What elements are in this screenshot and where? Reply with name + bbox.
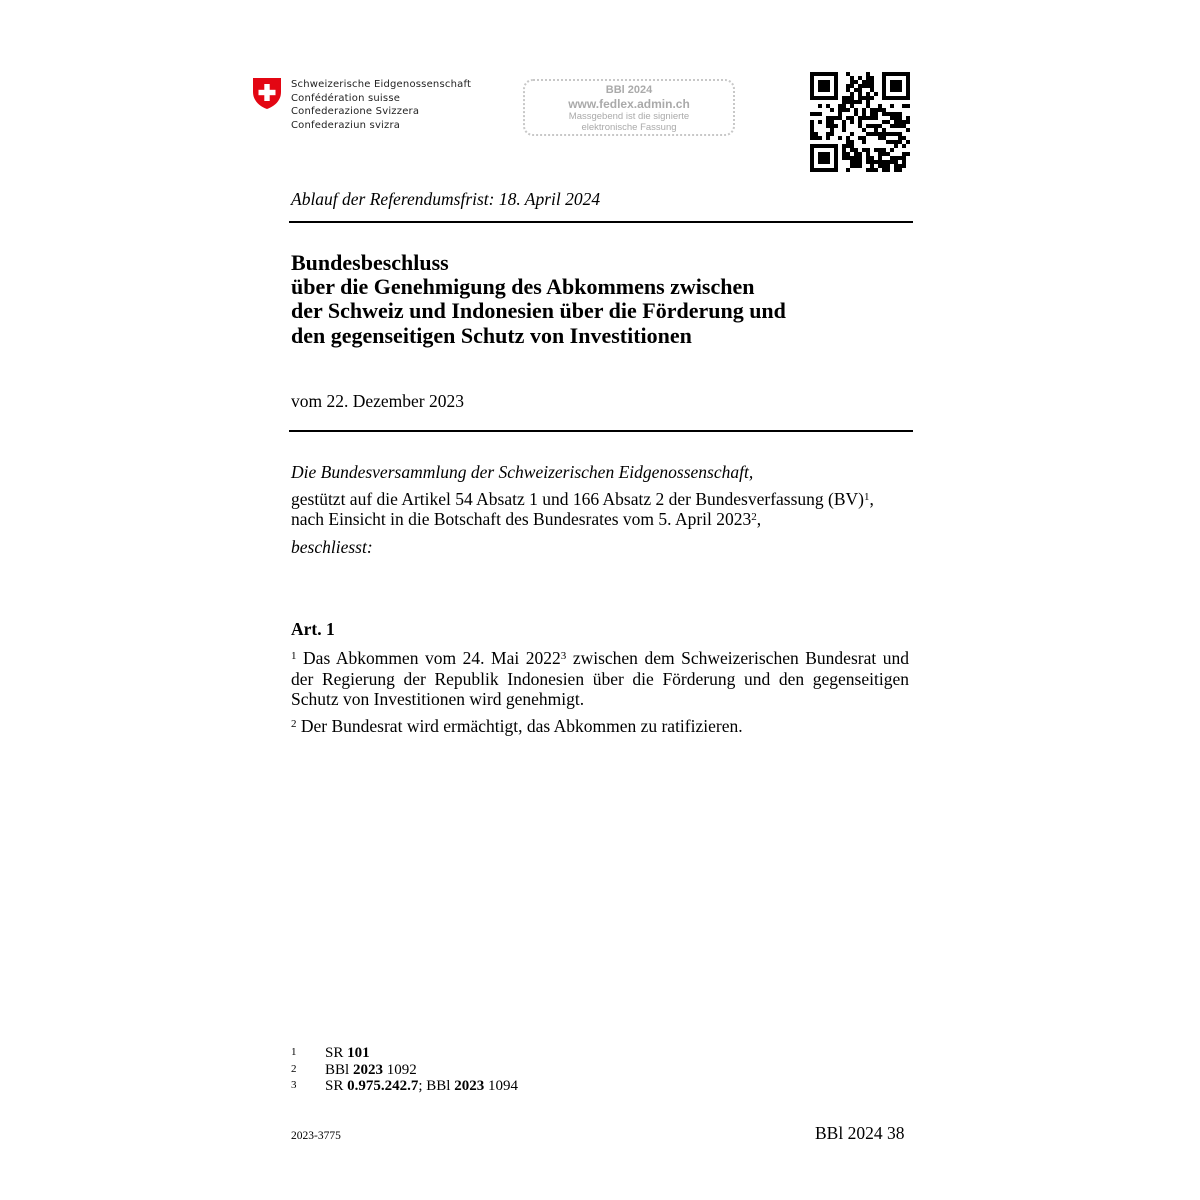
punctuation: ,: [869, 489, 874, 509]
preamble-message: [291, 509, 761, 530]
preamble-basis-text: gestützt auf die Artikel 54 Absatz 1 und 166 Absatz 2 der Bundesverfassung (BV): [291, 489, 865, 509]
stamp-note-2: elektronische Fassung: [581, 122, 677, 133]
footnote-text: [325, 1062, 417, 1079]
stamp-note-1: Massgebend ist die signierte: [568, 111, 690, 122]
paragraph-number: 1: [291, 650, 297, 662]
publication-stamp: [523, 79, 735, 136]
preamble-intro: Die Bundesversammlung der Schweizerischen Eidgenossenschaft,: [291, 462, 754, 482]
footnote-ref[interactable]: 3: [560, 650, 567, 662]
referendum-deadline: Ablauf der Referendumsfrist: 18. April 2024: [291, 189, 601, 209]
federation-name-it: Confederazione Svizzera: [291, 106, 420, 117]
article-paragraph-1: [291, 648, 909, 710]
paragraph-text: Der Bundesrat wird ermächtigt, das Abkommen zu ratifizieren.: [296, 716, 743, 736]
footnotes: [291, 1045, 518, 1095]
divider: [289, 430, 913, 432]
footnote-item: [291, 1062, 518, 1079]
footnote-separator: ; BBl: [418, 1078, 455, 1094]
federation-name: [291, 78, 471, 132]
footnote-number: 2: [291, 1062, 297, 1075]
decision-date: vom 22. Dezember 2023: [291, 391, 465, 411]
preamble-conclusion: beschliesst:: [291, 537, 373, 557]
footnote-item: [291, 1045, 518, 1062]
title-line: den gegenseitigen Schutz von Investitionen: [291, 322, 692, 348]
footnote-ref-number: 101: [347, 1045, 370, 1061]
qr-code-icon: [810, 72, 910, 172]
swiss-coat-of-arms-icon: [252, 77, 282, 110]
preamble-message-text: nach Einsicht in die Botschaft des Bundesrates vom 5. April 2023: [291, 509, 752, 529]
footnote-page: 1092: [382, 1061, 417, 1078]
divider: [289, 221, 913, 223]
paragraph-text: Das Abkommen vom 24. Mai 2022: [296, 648, 561, 668]
footnote-item: [291, 1078, 518, 1095]
federation-name-fr: Confédération suisse: [291, 92, 401, 104]
article-paragraph-2: [291, 716, 743, 737]
footnote-ref[interactable]: 1: [864, 491, 870, 503]
title-line: über die Genehmigung des Abkommens zwischen: [291, 274, 755, 300]
footnote-prefix: SR: [325, 1078, 348, 1094]
paragraph-number: 2: [291, 718, 297, 730]
footnote-text: [325, 1078, 518, 1095]
footnote-prefix: SR: [325, 1045, 348, 1061]
footnote-prefix: BBl: [325, 1061, 353, 1078]
footnote-number: 1: [291, 1046, 297, 1058]
page-reference: BBl 2024 38: [815, 1123, 905, 1143]
footnote-year: 2023: [352, 1061, 383, 1078]
article-heading: Art. 1: [291, 619, 335, 639]
footnote-sr-number: 0.975.242.7: [347, 1078, 419, 1094]
footnote-year: 2023: [454, 1078, 485, 1094]
document-number: 2023-3775: [291, 1130, 341, 1142]
stamp-url: www.fedlex.admin.ch: [568, 97, 690, 111]
stamp-publication: BBl 2024: [605, 84, 653, 96]
preamble-basis: [291, 489, 874, 510]
footnote-ref[interactable]: 2: [751, 511, 757, 523]
footnote-number: 3: [291, 1079, 297, 1091]
federation-name-de: Schweizerische Eidgenossenschaft: [291, 79, 472, 90]
title-line: Bundesbeschluss: [291, 250, 449, 275]
federation-name-rm: Confederaziun svizra: [291, 119, 401, 131]
title-line: der Schweiz und Indonesien über die Förderung und: [291, 298, 786, 324]
footnote-page: 1094: [484, 1078, 518, 1094]
footnote-text: [325, 1045, 370, 1062]
document-title: [291, 251, 786, 348]
punctuation: ,: [756, 509, 762, 529]
paragraph-text: zwischen dem Schweizerischen Bundesrat und der Regierung der Republik Indonesien über die Förderung und den gegenseitigen Schutz von Investitionen wird genehmigt.: [291, 648, 909, 709]
